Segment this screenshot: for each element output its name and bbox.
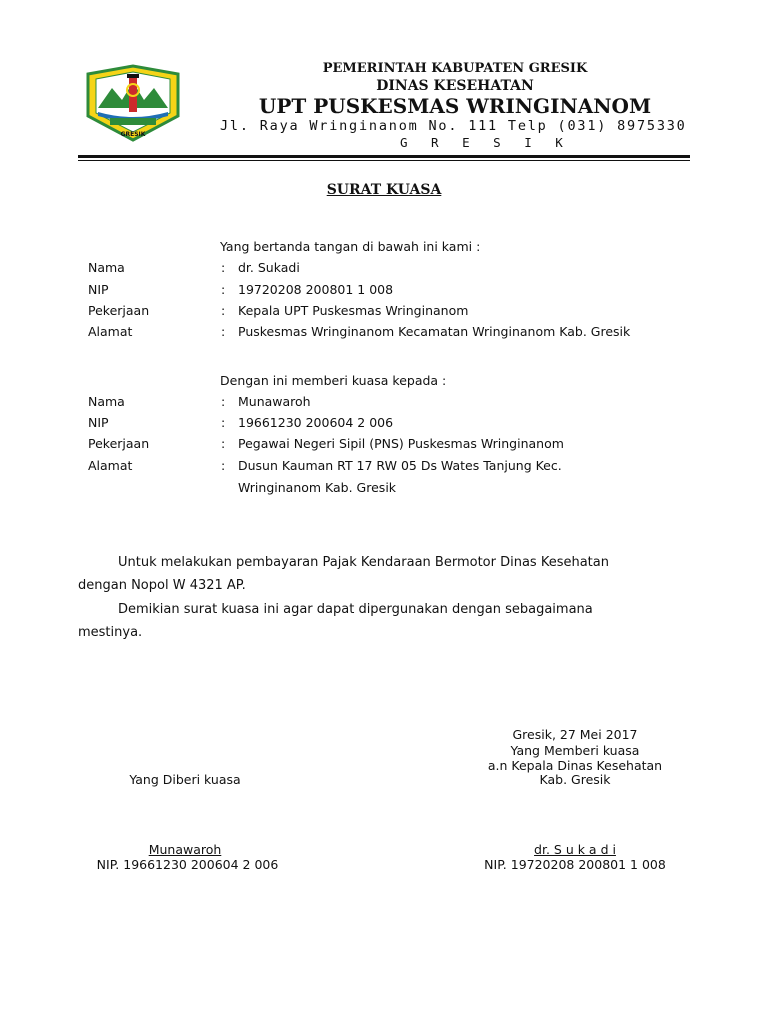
paragraph-closing-line2: mestinya. (78, 625, 143, 640)
receiver-address-line2: Wringinanom Kab. Gresik (238, 480, 397, 495)
svg-text:GRESIK: GRESIK (120, 131, 146, 138)
colon: : (221, 324, 226, 339)
colon: : (221, 260, 226, 275)
colon: : (221, 436, 226, 451)
header-rule-thin (78, 160, 690, 161)
giver-address: Puskesmas Wringinanom Kecamatan Wringinanom Kab. Gresik (238, 324, 631, 339)
intro-receiver: Dengan ini memberi kuasa kepada : (220, 373, 447, 388)
signature-receiver-name: Munawaroh (148, 842, 222, 857)
header-rule-thick (78, 155, 690, 158)
giver-nip-label: NIP (88, 282, 109, 297)
colon: : (221, 458, 226, 473)
giver-name: dr. Sukadi (238, 260, 300, 275)
colon: : (221, 394, 226, 409)
paragraph-purpose-line1: Untuk melakukan pembayaran Pajak Kendaraan Bermotor Dinas Kesehatan (118, 555, 609, 570)
header-city: G R E S I K (400, 135, 571, 150)
signature-giver-role3: Kab. Gresik (539, 772, 611, 787)
colon: : (221, 282, 226, 297)
signature-giver-role2: a.n Kepala Dinas Kesehatan (487, 758, 663, 773)
receiver-address-line1: Dusun Kauman RT 17 RW 05 Ds Wates Tanjung Kec. (238, 458, 562, 473)
receiver-name: Munawaroh (238, 394, 311, 409)
colon: : (221, 415, 226, 430)
signature-receiver-nip: NIP. 19661230 200604 2 006 (96, 857, 279, 872)
header-institution: UPT PUSKESMAS WRINGINANOM (258, 94, 652, 118)
signature-receiver-role: Yang Diberi kuasa (129, 772, 241, 787)
giver-job: Kepala UPT Puskesmas Wringinanom (238, 303, 469, 318)
receiver-nip: 19661230 200604 2 006 (238, 415, 394, 430)
header-address: Jl. Raya Wringinanom No. 111 Telp (031) 8975330 (220, 118, 687, 134)
header-department: DINAS KESEHATAN (376, 78, 534, 94)
paragraph-purpose-line2: dengan Nopol W 4321 AP. (78, 578, 246, 593)
receiver-address-label: Alamat (88, 458, 133, 473)
signature-giver-role1: Yang Memberi kuasa (510, 743, 640, 758)
receiver-name-label: Nama (88, 394, 125, 409)
gresik-regency-logo (84, 64, 182, 142)
giver-nip: 19720208 200801 1 008 (238, 282, 394, 297)
colon: : (221, 303, 226, 318)
signature-giver-name: dr. S u k a d i (534, 842, 616, 857)
receiver-nip-label: NIP (88, 415, 109, 430)
giver-job-label: Pekerjaan (88, 303, 150, 318)
intro-giver: Yang bertanda tangan di bawah ini kami : (220, 239, 481, 254)
receiver-job-label: Pekerjaan (88, 436, 150, 451)
paragraph-closing-line1: Demikian surat kuasa ini agar dapat dipergunakan dengan sebagaimana (118, 602, 593, 617)
receiver-job: Pegawai Negeri Sipil (PNS) Puskesmas Wringinanom (238, 436, 564, 451)
signature-place-date: Gresik, 27 Mei 2017 (512, 727, 638, 742)
giver-address-label: Alamat (88, 324, 133, 339)
giver-name-label: Nama (88, 260, 125, 275)
document-title: SURAT KUASA (326, 182, 442, 198)
header-government: PEMERINTAH KABUPATEN GRESIK (322, 61, 588, 76)
signature-giver-nip: NIP. 19720208 200801 1 008 (484, 857, 666, 872)
